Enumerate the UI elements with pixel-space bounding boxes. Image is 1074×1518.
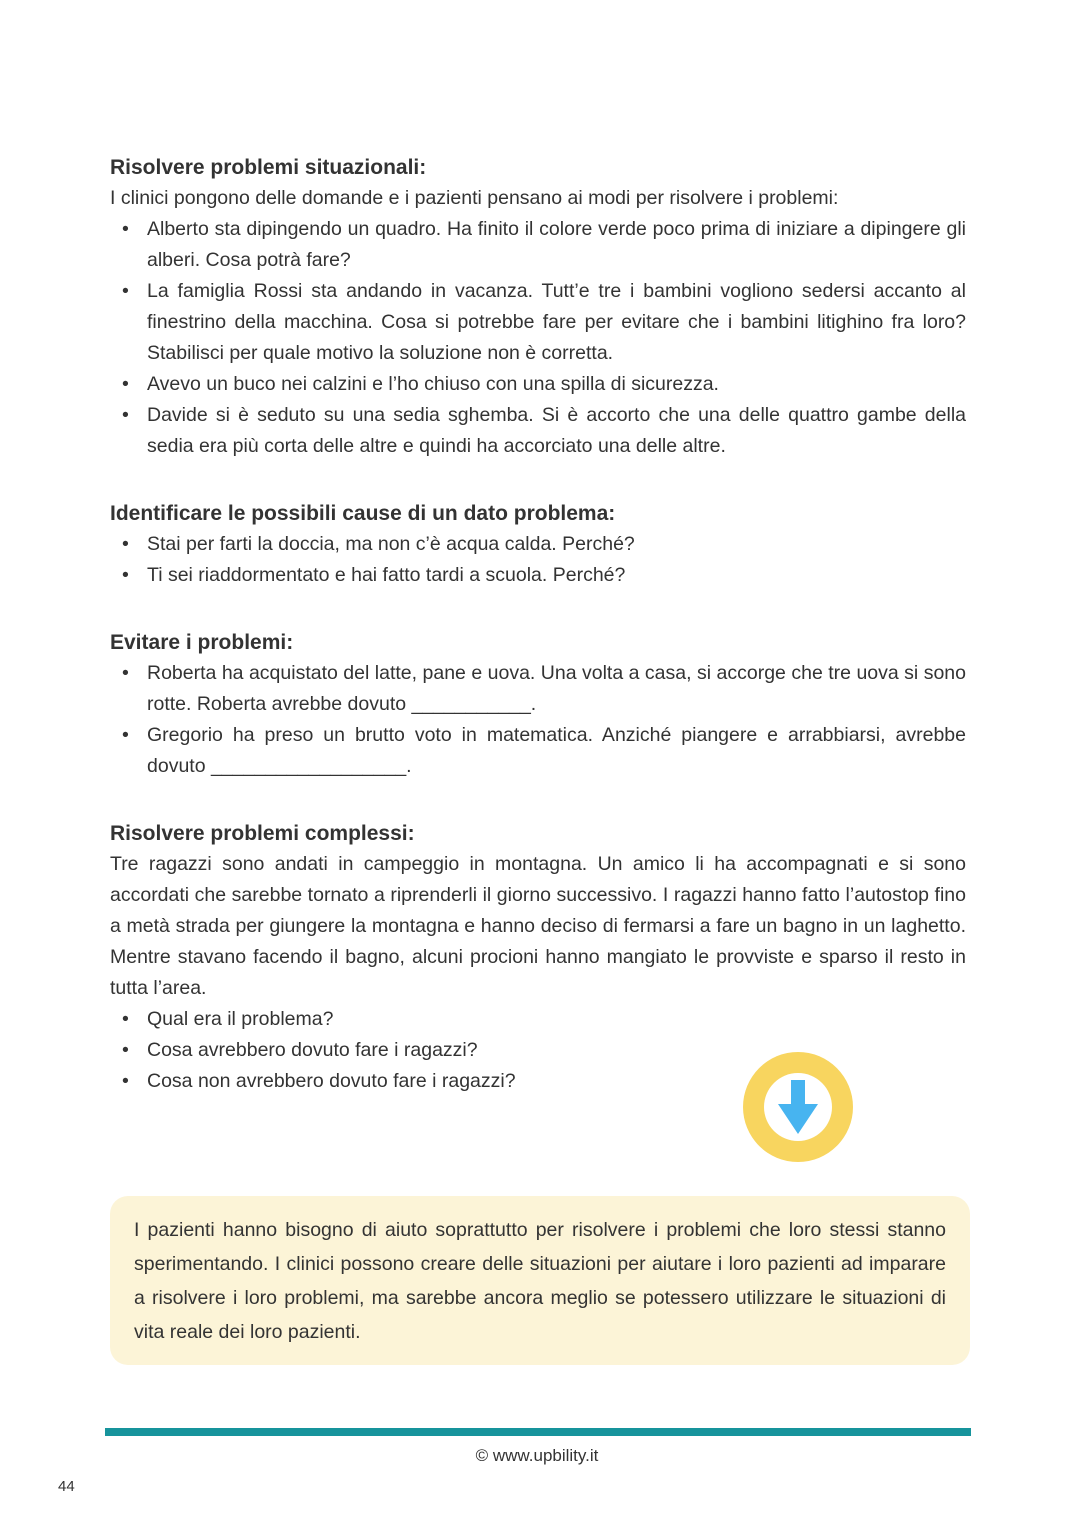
page-number: 44 [58,1478,75,1495]
section-identify-causes [110,498,966,591]
list-item: • Avevo un buco nei calzini e l’ho chiuso con una spilla di sicurezza. [110,369,966,400]
list-item: • Ti sei riaddormentato e hai fatto tardi a scuola. Perché? [110,560,966,591]
section-situational-problems [110,152,966,462]
list-item: • Roberta ha acquistato del latte, pane e uova. Una volta a casa, si accorge che tre uova si sono rotte. Roberta avrebbe dovuto ___________. [110,658,966,720]
section-intro: Tre ragazzi sono andati in campeggio in montagna. Un amico li ha accompagnati e si sono accordati che sarebbe tornato a riprenderli il giorno successivo. I ragazzi hanno fatto l’autostop fino a metà strada per giungere la montagna e hanno deciso di fermarsi a fare un bagno in un laghetto. Mentre stavano facendo il bagno, alcuni procioni hanno mangiato le provviste e sparso il resto in tutta l’area. [110,853,966,999]
bullet-list [110,658,966,782]
bullet-list [110,529,966,591]
footer-credit: © www.upbility.it [475,1446,599,1465]
list-item: • Cosa avrebbero dovuto fare i ragazzi? [110,1035,966,1066]
list-item: • Qual era il problema? [110,1004,966,1035]
list-item: • La famiglia Rossi sta andando in vacanza. Tutt’e tre i bambini vogliono sedersi accanto al finestrino della macchina. Cosa si potrebbe fare per evitare che i bambini litighino fra loro? Stabilisci per quale motivo la soluzione non è corretta. [110,276,966,369]
list-item: • Davide si è seduto su una sedia sghemba. Si è accorto che una delle quattro gambe della sedia era più corta delle altre e quindi ha accorciato una delle altre. [110,400,966,462]
list-item: • Alberto sta dipingendo un quadro. Ha finito il colore verde poco prima di iniziare a dipingere gli alberi. Cosa potrà fare? [110,214,966,276]
footer-divider [105,1428,971,1436]
section-heading: Evitare i problemi: [110,631,294,654]
bullet-list [110,214,966,462]
section-avoid-problems [110,627,966,782]
down-arrow-icon [743,1052,853,1162]
list-item: • Cosa non avrebbero dovuto fare i ragazzi? [110,1066,966,1097]
section-intro: I clinici pongono delle domande e i pazienti pensano ai modi per risolvere i problemi: [110,187,839,209]
callout-box [110,1196,970,1365]
section-heading: Identificare le possibili cause di un dato problema: [110,502,616,525]
list-item: • Stai per farti la doccia, ma non c’è acqua calda. Perché? [110,529,966,560]
callout-text: I pazienti hanno bisogno di aiuto soprattutto per risolvere i problemi che loro stessi stanno sperimentando. I clinici possono creare delle situazioni per aiutare i loro pazienti ad imparare a risolvere i loro problemi, ma sarebbe ancora meglio se potessero utilizzare le situazioni di vita reale dei loro pazienti. [134,1219,946,1343]
section-heading: Risolvere problemi complessi: [110,822,415,845]
list-item: • Gregorio ha preso un brutto voto in matematica. Anziché piangere e arrabbiarsi, avrebbe dovuto __________________. [110,720,966,782]
page-content [110,152,966,1133]
section-heading: Risolvere problemi situazionali: [110,156,427,179]
